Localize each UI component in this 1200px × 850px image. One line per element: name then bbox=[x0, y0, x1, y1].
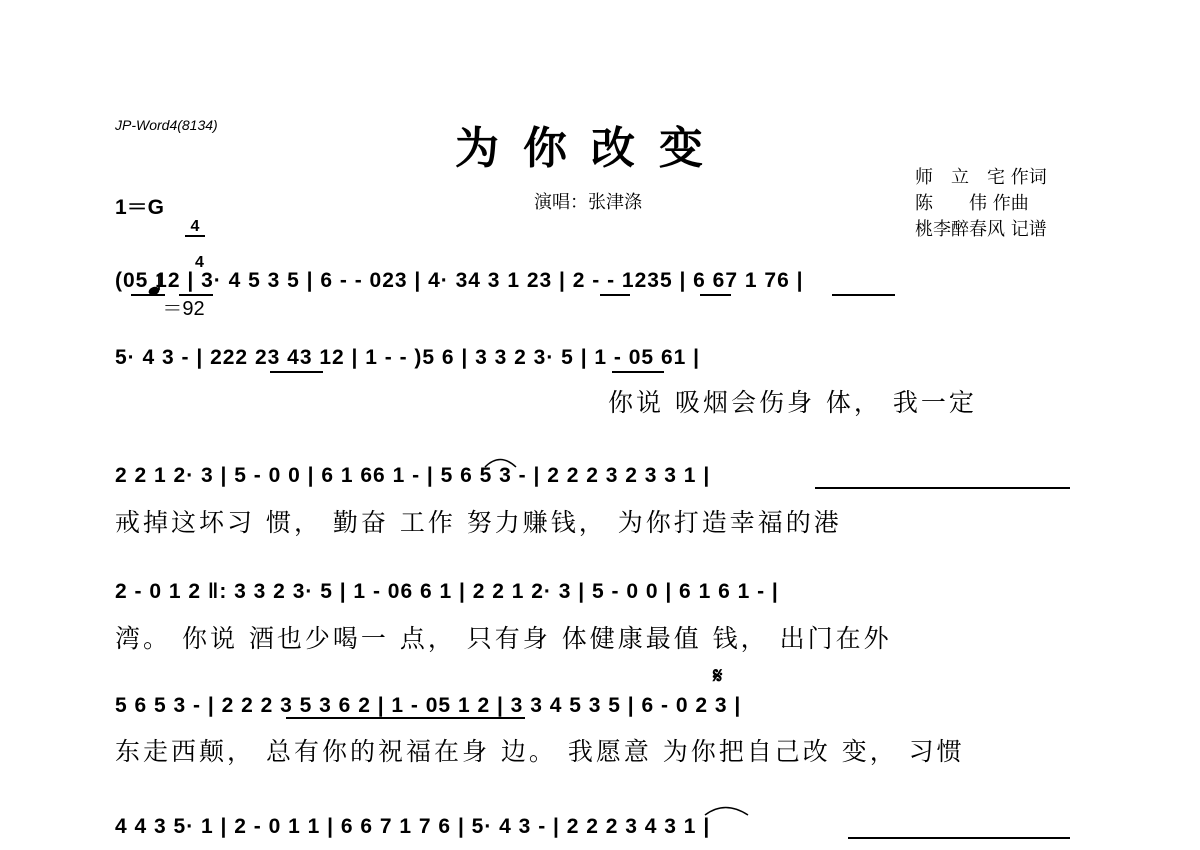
transcriber-credit: 桃李醉春风 记谱 bbox=[915, 219, 1047, 240]
time-signature-numerator: 4 bbox=[185, 218, 205, 237]
key-signature: 1＝G bbox=[115, 196, 165, 219]
singer-credit: 演唱：张津涤 bbox=[534, 192, 642, 213]
composer-credit: 陈 伟 作曲 bbox=[915, 193, 1029, 214]
time-signature-denominator: 4 bbox=[194, 254, 204, 271]
notation-line-1: (05 12 | 3· 4 5 3 5 | 6 - - 023 | 4· 34 3 1 23 | 2 - - 1235 | 6 67 1 76 | bbox=[115, 269, 804, 292]
lyricist-credit: 师 立 宅 作词 bbox=[915, 167, 1047, 188]
lyrics-line-3: 戒掉这坏习 惯， 勤奋 工作 努力赚钱， 为你打造幸福的港 bbox=[115, 508, 842, 537]
software-label: JP-Word4(8134) bbox=[115, 117, 218, 133]
tempo-value: ＝92 bbox=[162, 298, 205, 320]
notation-line-3: 2 2 1 2· 3 | 5 - 0 0 | 6 1 66 1 - | 5 6 5 3 - | 2 2 2 3 2 3 3 1 | bbox=[115, 464, 711, 487]
lyrics-line-2: 你说 吸烟会伤身 体， 我一定 bbox=[608, 388, 977, 417]
lyrics-line-4: 湾。 你说 酒也少喝一 点， 只有身 体健康最值 钱， 出门在外 bbox=[115, 624, 892, 653]
notation-line-4: 2 - 0 1 2 ‖: 3 3 2 3· 5 | 1 - 06 6 1 | 2 2 1 2· 3 | 5 - 0 0 | 6 1 6 1 - | bbox=[115, 580, 779, 603]
notation-line-5: 5 6 5 3 - | 2 2 2 3 5 3 6 2 | 1 - 05 1 2 | 3 3 4 5 3 5 | 6 - 0 2 3 | bbox=[115, 694, 742, 717]
segno-sign: 𝄋 bbox=[713, 664, 723, 689]
tie-arc bbox=[705, 808, 748, 816]
notation-line-2: 5· 4 3 - | 222 23 43 12 | 1 - - )5 6 | 3 3 2 3· 5 | 1 - 05 61 | bbox=[115, 346, 701, 369]
notation-line-6: 4 4 3 5· 1 | 2 - 0 1 1 | 6 6 7 1 7 6 | 5· 4 3 - | 2 2 2 3 4 3 1 | bbox=[115, 815, 711, 838]
song-title: 为你改变 bbox=[455, 123, 727, 174]
lyrics-line-5: 东走西颠， 总有你的祝福在身 边。 我愿意 为你把自己改 变， 习惯 bbox=[115, 737, 965, 766]
